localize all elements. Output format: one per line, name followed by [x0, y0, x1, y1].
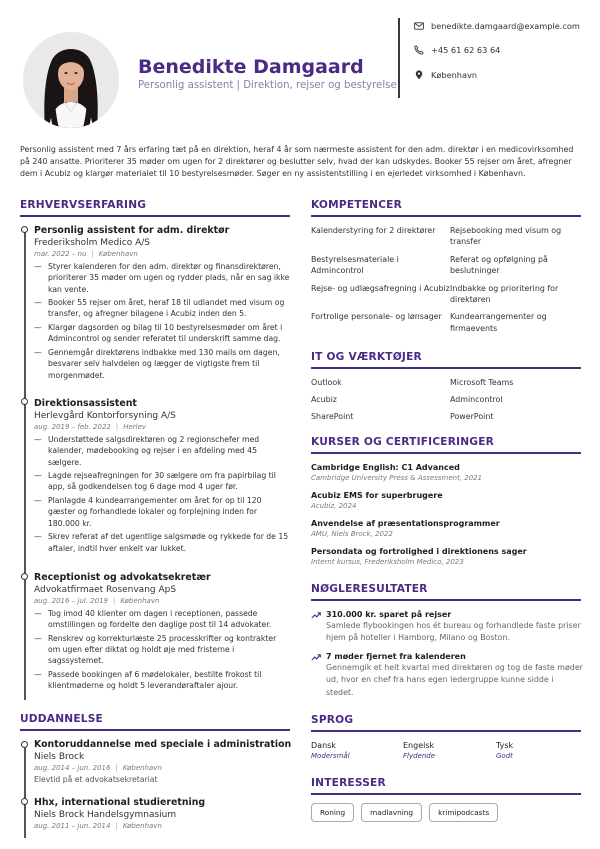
- education-school: Niels Brock Handelsgymnasium: [34, 810, 177, 820]
- course-issuer: AMU, Niels Brock, 2022: [311, 530, 393, 538]
- section-heading-tools: IT OG VÆRKTØJER: [311, 351, 422, 363]
- timeline-dot: [21, 226, 28, 233]
- envelope-icon: [414, 21, 424, 31]
- header-divider: [398, 18, 400, 98]
- timeline-dot: [21, 573, 28, 580]
- timeline-dot: [21, 741, 28, 748]
- candidate-title: Personlig assistent | Direktion, rejser og bestyrelse: [138, 80, 397, 91]
- section-rule: [311, 452, 581, 454]
- job-bullets: [34, 261, 290, 381]
- job-bullet: — Renskrev og korrekturlæste 25 processkrifter og kontrakter om ugen efter diktat og holdt øje med fristerne i sagssystemet.: [34, 633, 290, 667]
- location-pin-icon: [414, 70, 424, 80]
- course-title: Cambridge English: C1 Advanced: [311, 463, 460, 472]
- timeline-line: [24, 746, 26, 838]
- section-rule: [20, 215, 290, 217]
- job-bullet: — Planlagde 4 kundearrangementer om året for op til 120 gæster og forhandlede lokaler og forplejning inden for 180.000 kr.: [34, 495, 290, 529]
- job-bullet: — Tog imod 40 klienter om dagen i receptionen, passede omstillingen og fordelte den daglige post til 14 advokater.: [34, 608, 290, 631]
- job-dates: mar. 2022 – nu: [34, 250, 87, 258]
- course-title: Acubiz EMS for superbrugere: [311, 491, 443, 500]
- contact-phone[interactable]: [414, 45, 500, 55]
- contact-location-text: København: [431, 70, 478, 80]
- section-heading-interests: INTERESSER: [311, 777, 386, 789]
- language-entry: [311, 740, 350, 762]
- education-dates: aug. 2014 – jun. 2016: [34, 764, 111, 772]
- section-heading-education: UDDANNELSE: [20, 713, 103, 725]
- avatar: [23, 32, 119, 128]
- contact-email-text: benedikte.damgaard@example.com: [431, 21, 580, 31]
- course-entry: [311, 462, 581, 483]
- profile-summary: Personlig assistent med 7 års erfaring tæt på en direktion, heraf 4 år som nærmeste assistent for den adm. direktør i en medicovirksomhed på 240 ansatte. Prioriterer 35 møder om ugen for 2 direktører og beslutter selv, hvad der kan udskydes. Booker 55 rejser om året, afregner dem i Acubiz og klargør materialet til 10 bestyrelsesmøder. Søger en ny assistentstilling i en ejerledet virksomhed i København.: [20, 145, 574, 179]
- language-level: Modersmål: [311, 752, 350, 760]
- section-rule: [311, 793, 581, 795]
- trend-up-icon: [311, 610, 321, 620]
- phone-icon: [414, 45, 424, 55]
- education-title: Hhx, international studieretning: [34, 797, 206, 808]
- result-description: Samlede flybookingen hos ét bureau og forhandlede faste priser hjem på hoteller i Hamborg, Milano og Boston.: [326, 621, 581, 643]
- job-bullet: — Styrer kalenderen for den adm. direktør og finansdirektøren, prioriterer 35 møder om ugen og rydder plads, når en sag ikke kan vente.: [34, 261, 290, 295]
- interest-tag: Roning: [311, 803, 354, 822]
- job-bullet: — Gennemgår direktørens indbakke med 130 mails om dagen, besvarer selv halvdelen og lægger de vigtigste frem til morgenmødet.: [34, 347, 290, 381]
- section-rule: [311, 730, 581, 732]
- result-title: 7 møder fjernet fra kalenderen: [326, 652, 466, 661]
- language-entry: [403, 740, 435, 762]
- job-company: Herlevgård Kontorforsyning A/S: [34, 411, 176, 421]
- course-title: Anvendelse af præsentationsprogrammer: [311, 519, 500, 528]
- education-school: Niels Brock: [34, 752, 85, 762]
- tool-item: Admincontrol: [450, 394, 503, 404]
- language-entry: [496, 740, 513, 762]
- timeline-dot: [21, 798, 28, 805]
- language-name: Dansk: [311, 741, 336, 750]
- job-bullet: — Passede bookingen af 6 mødelokaler, bestilte frokost til klientmøderne og holdt 5 leverandøraftaler ajour.: [34, 669, 290, 692]
- course-entry: [311, 518, 581, 539]
- job-dates: aug. 2016 – jul. 2019: [34, 597, 108, 605]
- language-name: Tysk: [496, 741, 514, 750]
- course-issuer: Acubiz, 2024: [311, 502, 357, 510]
- job-location: København: [98, 250, 138, 258]
- education-entry: [34, 739, 290, 785]
- job-meta: aug. 2019 – feb. 2022 | Herlev: [34, 423, 147, 431]
- competency-item: Rejse- og udlægsafregning i Acubiz: [311, 283, 450, 293]
- education-meta: aug. 2011 – jun. 2014 | København: [34, 822, 162, 830]
- competency-item: Kundearrangementer og firmaevents: [450, 312, 547, 333]
- job-company: Advokatfirmaet Rosenvang ApS: [34, 585, 177, 595]
- result-title-row: [311, 609, 583, 620]
- job-bullet: — Klargør dagsorden og bilag til 10 bestyrelsesmøder om året i Admincontrol og sender referatet til underskrift samme dag.: [34, 322, 290, 345]
- education-location: København: [122, 822, 162, 830]
- timeline-dot: [21, 398, 28, 405]
- competency-item: Fortrolige personale- og lønsager: [311, 312, 442, 322]
- competency-item: Referat og opfølgning på beslutninger: [450, 254, 548, 276]
- section-rule: [311, 599, 581, 601]
- job-bullets: [34, 608, 290, 692]
- contact-email[interactable]: [414, 21, 580, 31]
- tool-item: SharePoint: [311, 411, 354, 421]
- tool-item: Outlook: [311, 378, 342, 387]
- job-entry: [34, 398, 290, 556]
- course-entry: [311, 546, 581, 567]
- job-bullet: — Lagde rejseafregningen for 30 sælgere om fra papirbilag til app, så godkendelsen tog 6 dage mod 4 uger før.: [34, 470, 290, 493]
- job-bullets: [34, 434, 290, 554]
- language-level: Godt: [496, 752, 513, 760]
- job-location: Herlev: [123, 423, 147, 431]
- result-description: Gennemgik et helt kvartal med direktøren og tog de faste møder ud, hvor en chef fra hans egen ledergruppe kunne sidde i stedet.: [326, 663, 583, 697]
- job-title: Direktionsassistent: [34, 398, 137, 409]
- competency-item: Indbakke og prioritering for direktøren: [450, 283, 559, 305]
- competency-item: Bestyrelsesmateriale i Admincontrol: [311, 254, 399, 276]
- tools-list: [311, 377, 581, 422]
- competencies-list: [311, 225, 581, 334]
- job-bullet: — Understøttede salgsdirektøren og 2 regionschefer med kalender, mødebooking og rejser i en afdeling med 45 sælgere.: [34, 434, 290, 468]
- timeline-line: [24, 231, 26, 700]
- course-issuer: Internt kursus, Frederiksholm Medico, 2023: [311, 558, 464, 566]
- course-title: Persondata og fortrolighed i direktionens sager: [311, 547, 527, 556]
- contact-phone-text: +45 61 62 63 64: [431, 45, 501, 55]
- job-meta: mar. 2022 – nu | København: [34, 250, 138, 258]
- section-heading-courses: KURSER OG CERTIFICERINGER: [311, 436, 494, 448]
- job-entry: [34, 225, 290, 383]
- education-entry: [34, 797, 290, 832]
- section-heading-experience: ERHVERVSERFARING: [20, 199, 147, 211]
- job-title: Receptionist og advokatsekretær: [34, 572, 211, 583]
- job-entry: [34, 572, 290, 694]
- language-level: Flydende: [403, 752, 436, 760]
- trend-up-icon: [311, 652, 321, 662]
- job-meta: aug. 2016 – jul. 2019 | København: [34, 597, 160, 605]
- education-location: København: [122, 764, 162, 772]
- candidate-name: Benedikte Damgaard: [138, 56, 364, 78]
- language-name: Engelsk: [403, 741, 435, 750]
- job-location: København: [120, 597, 160, 605]
- job-bullet: — Booker 55 rejser om året, heraf 18 til udlandet med visum og transfer, og afregner bilagene i Acubiz inden den 5.: [34, 297, 290, 320]
- tool-item: Acubiz: [311, 394, 337, 404]
- section-heading-competencies: KOMPETENCER: [311, 199, 402, 211]
- job-company: Frederiksholm Medico A/S: [34, 238, 150, 248]
- interest-tag: madlavning: [361, 803, 422, 822]
- result-entry: [311, 651, 583, 699]
- job-dates: aug. 2019 – feb. 2022: [34, 423, 111, 431]
- education-title: Kontoruddannelse med speciale i administration: [34, 739, 292, 750]
- job-bullet: — Skrev referat af det ugentlige salgsmøde og rykkede for de 15 aftaler, indtil hver enkelt var lukket.: [34, 531, 290, 554]
- section-rule: [20, 729, 290, 731]
- education-dates: aug. 2011 – jun. 2014: [34, 822, 111, 830]
- education-note: Elevtid på et advokatsekretariat: [34, 775, 158, 784]
- section-heading-results: NØGLERESULTATER: [311, 583, 428, 595]
- course-entry: [311, 490, 581, 511]
- competency-item: Rejsebooking med visum og transfer: [450, 226, 562, 247]
- section-rule: [311, 215, 581, 217]
- tool-item: PowerPoint: [450, 411, 494, 421]
- job-title: Personlig assistent for adm. direktør: [34, 225, 230, 236]
- tool-item: Microsoft Teams: [450, 378, 514, 387]
- result-title: 310.000 kr. sparet på rejser: [326, 610, 452, 619]
- interest-tag: krimipodcasts: [429, 803, 498, 822]
- result-entry: [311, 609, 583, 645]
- result-title-row: [311, 651, 583, 662]
- competency-item: Kalenderstyring for 2 direktører: [311, 226, 436, 235]
- section-heading-languages: SPROG: [311, 714, 354, 726]
- section-rule: [311, 367, 581, 369]
- education-meta: aug. 2014 – jun. 2016 | København: [34, 764, 162, 772]
- course-issuer: Cambridge University Press & Assessment, 2021: [311, 474, 483, 482]
- contact-location: [414, 70, 477, 80]
- person-photo-icon: [23, 32, 119, 128]
- interests-tags: [311, 803, 498, 822]
